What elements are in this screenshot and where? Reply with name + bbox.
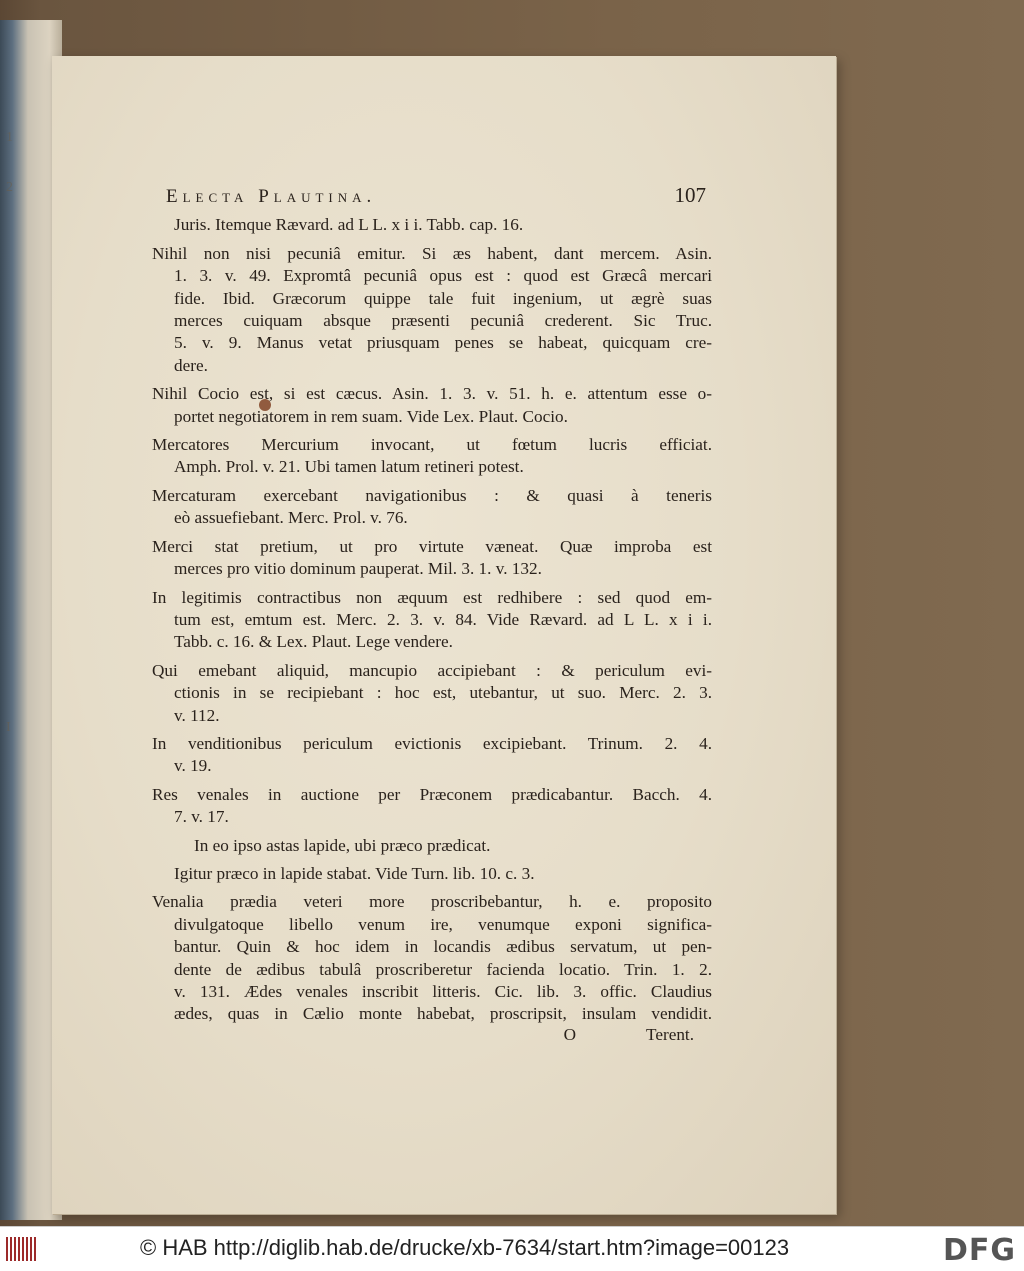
text-line: Mercatores Mercurium invocant, ut fœtum lucris efficiat.: [152, 435, 712, 455]
text-line: 7. v. 17.: [174, 807, 229, 827]
text-line: Igitur præco in lapide stabat. Vide Turn. lib. 10. c. 3.: [174, 863, 535, 883]
text-line: dente de ædibus tabulâ proscriberetur facienda locatio. Trin. 1. 2.: [174, 959, 712, 979]
text-line: merces pro vitio dominum pauperat. Mil. 3. 1. v. 132.: [174, 559, 542, 579]
text-line: In eo ipso astas lapide, ubi præco prædicat.: [194, 835, 491, 855]
running-head: Electa Plautina.: [166, 186, 377, 207]
text-line: ædes, quas in Cælio monte habebat, proscripsit, insulam vendidit.: [174, 1004, 712, 1024]
text-line: Res venales in auctione per Præconem prædicabantur. Bacch. 4.: [152, 784, 712, 804]
footer-bar: [0, 1226, 1024, 1271]
text-line: bantur. Quin & hoc idem in locandis ædibus servatum, ut pen-: [174, 937, 712, 957]
text-line: Nihil non nisi pecuniâ emitur. Si æs habent, dant mercem. Asin.: [152, 243, 712, 263]
text-line: In legitimis contractibus non æquum est redhibere : sed quod em-: [152, 587, 712, 607]
page-header: [166, 184, 712, 208]
text-line: Venalia prædia veteri more proscribebantur, h. e. proposito: [152, 892, 712, 912]
text-line: In venditionibus periculum evictionis excipiebant. Trinum. 2. 4.: [152, 733, 712, 753]
text-line: v. 112.: [174, 705, 220, 725]
text-line: v. 131. Ædes venales inscribit litteris. Cic. lib. 3. offic. Claudius: [174, 982, 712, 1001]
text-line: v. 19.: [174, 756, 212, 776]
text-line: 1. 3. v. 49. Expromtâ pecuniâ opus est : quod est Græcâ mercari: [174, 266, 712, 286]
dfg-logo: DFG: [942, 1233, 1016, 1268]
facing-page-edge: 1 2 I: [0, 20, 62, 1220]
text-line: Amph. Prol. v. 21. Ubi tamen latum retineri potest.: [174, 457, 524, 477]
text-line: tum est, emtum est. Merc. 2. 3. v. 84. Vide Rævard. ad L L. x i i.: [174, 609, 712, 629]
text-line: Nihil Cocio est, si est cæcus. Asin. 1. 3. v. 51. h. e. attentum esse o-: [152, 384, 712, 404]
text-line: ctionis in se recipiebant : hoc est, utebantur, ut suo. Merc. 2. 3.: [174, 683, 712, 703]
book-page: [52, 56, 836, 1214]
page-foot: [152, 1024, 712, 1046]
text-line: fide. Ibid. Græcorum quippe tale fuit ingenium, ut ægrè suas: [174, 288, 712, 308]
page-text: [152, 184, 712, 1046]
copyright-url[interactable]: © HAB http://diglib.hab.de/drucke/xb-7634/start.htm?image=00123: [140, 1235, 790, 1260]
text-line: eò assuefiebant. Merc. Prol. v. 76.: [174, 508, 408, 528]
text-line: Merci stat pretium, ut pro virtute væneat. Quæ improba est: [152, 536, 712, 556]
text-line: divulgatoque libello venum ire, venumque exponi significa-: [174, 914, 712, 934]
text-line: Qui emebant aliquid, mancupio accipiebant : & periculum evi-: [152, 660, 712, 680]
signature-mark: O: [563, 1024, 577, 1044]
page-number: 107: [674, 183, 706, 207]
text-line: Juris. Itemque Rævard. ad L L. x i i. Tabb. cap. 16.: [174, 215, 524, 235]
text-line: Mercaturam exercebant navigationibus : & quasi à teneris: [152, 485, 712, 505]
barcode-icon: [6, 1237, 40, 1261]
text-line: dere.: [174, 355, 208, 375]
text-line: merces cuiquam absque præsenti pecuniâ crederent. Sic Truc.: [174, 311, 712, 331]
text-line: portet negotiatorem in rem suam. Vide Lex. Plaut. Cocio.: [174, 406, 568, 426]
text-line: Tabb. c. 16. & Lex. Plaut. Lege vendere.: [174, 632, 453, 652]
text-lines: [152, 214, 712, 1025]
catchword: Terent.: [646, 1024, 694, 1044]
text-line: 5. v. 9. Manus vetat priusquam penes se habeat, quicquam cre-: [174, 333, 712, 353]
